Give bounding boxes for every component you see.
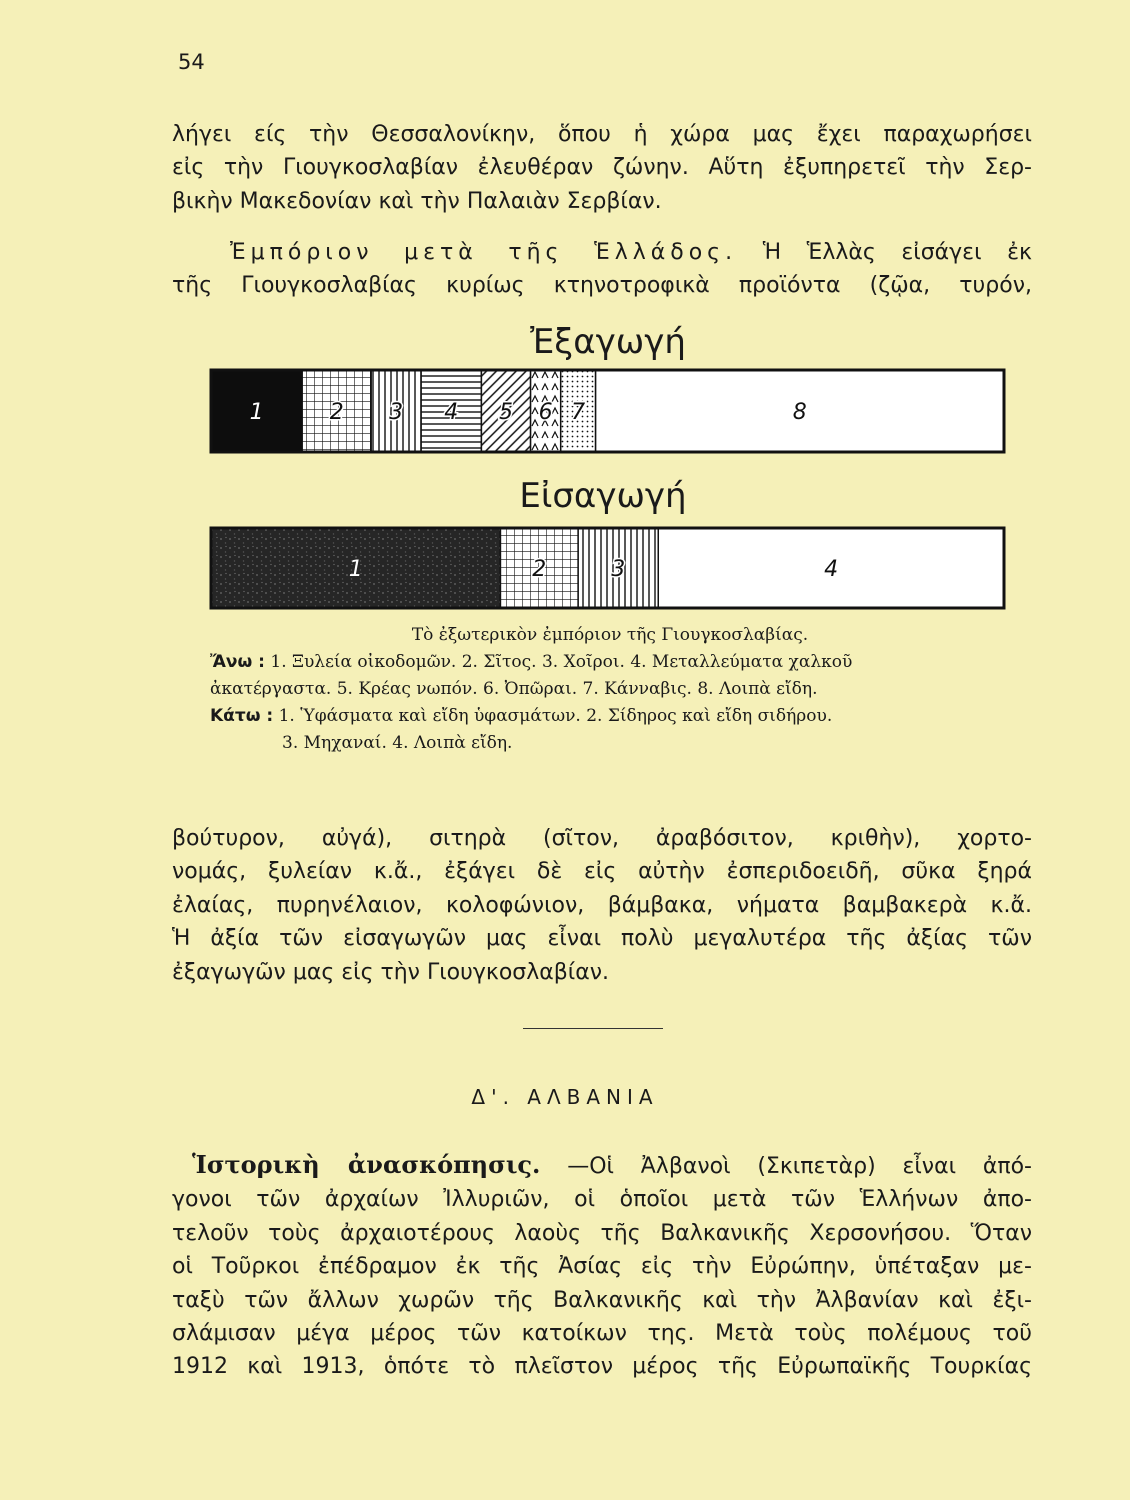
import-segment-label: 3 — [611, 557, 626, 582]
caption-lower-label: Κάτω : — [210, 706, 274, 726]
export-segment-label: 6 — [538, 400, 553, 425]
paragraph-line: τελοῦν τοὺς ἀρχαιοτέρους λαοὺς τῆς Βαλκανικῆς Χερσονήσου. Ὅταν — [172, 1220, 1032, 1246]
caption-upper-text: 1. Ξυλεία οἰκοδομῶν. 2. Σῖτος. 3. Χοῖροι. 4. Μεταλλεύματα χαλκοῦ — [270, 652, 853, 672]
caption-lower-text: 1. Ὑφάσματα καὶ εἴδη ὑφασμάτων. 2. Σίδηρος καὶ εἴδη σιδήρου. — [278, 706, 833, 726]
import-segment-label: 4 — [824, 557, 839, 582]
history-line1-rest: —Οἱ Ἀλβανοὶ (Σκιπετὰρ) εἶναι ἀπό- — [567, 1154, 1032, 1179]
top-paragraph — [172, 118, 1032, 218]
paragraph-line — [172, 236, 1032, 269]
page-number: 54 — [178, 50, 205, 74]
paragraph-line: νομάς, ξυλείαν κ.ἄ., ἐξάγει δὲ εἰς αὐτὴν ἐσπεριδοειδῆ, σῦκα ξηρά — [172, 859, 1032, 885]
paragraph-line: 1912 καὶ 1913, ὁπότε τὸ πλεῖστον μέρος τῆς Εὐρωπαϊκῆς Τουρκίας — [172, 1354, 1032, 1380]
import-chart-title: Εἰσαγωγή — [519, 476, 687, 516]
caption-upper-line — [200, 649, 1020, 676]
paragraph-line — [172, 1148, 1032, 1183]
export-segment-label: 8 — [792, 400, 807, 425]
paragraph-line: ἐξαγωγῶν μας εἰς τὴν Γιουγκοσλαβίαν. — [172, 959, 610, 985]
trade-paragraph — [172, 236, 1032, 303]
paragraph-line: βικὴν Μακεδονίαν καὶ τὴν Παλαιὰν Σερβίαν. — [172, 188, 662, 214]
paragraph-line: ταξὺ τῶν ἄλλων χωρῶν τῆς Βαλκανικῆς καὶ τὴν Ἀλβανίαν καὶ ἐξι- — [172, 1287, 1032, 1313]
caption-lower-line-2: 3. Μηχαναί. 4. Λοιπὰ εἴδη. — [282, 733, 513, 753]
trade-heading: Ἐμπόριον μετὰ τῆς Ἑλλάδος. — [230, 240, 738, 265]
paragraph-line: ἐλαίας, πυρηνέλαιον, κολοφώνιον, βάμβακα, νήματα βαμβακερὰ κ.ἄ. — [172, 892, 1032, 918]
import-segment-label: 2 — [532, 557, 547, 582]
middle-paragraph — [172, 822, 1032, 989]
paragraph-line: λήγει είς τὴν Θεσσαλονίκην, ὅπου ἡ χώρα μας ἔχει παραχωρήσει — [172, 122, 1032, 147]
paragraph-line: οἱ Τοῦρκοι ἐπέδραμον ἐκ τῆς Ἀσίας εἰς τὴν Εὐρώπην, ὑπέταξαν με- — [172, 1254, 1032, 1280]
import-segment-label: 1 — [348, 557, 363, 582]
figure-caption — [200, 622, 1020, 757]
export-segment-label: 7 — [571, 400, 586, 425]
export-segment-label: 4 — [444, 400, 459, 425]
export-segment-label: 2 — [329, 400, 344, 425]
export-segment-label: 5 — [498, 400, 513, 425]
section-title: Δ'. ΑΛΒΑΝΙΑ — [471, 1085, 659, 1109]
export-chart-title: Ἐξαγωγή — [530, 322, 686, 362]
import-bar-chart — [210, 527, 1005, 609]
paragraph-line: γονοι τῶν ἀρχαίων Ἰλλυριῶν, οἱ ὁποῖοι μετὰ τῶν Ἑλλήνων ἀπο- — [172, 1187, 1032, 1213]
history-heading: Ἱστορικὴ ἀνασκόπησις. — [192, 1150, 541, 1179]
caption-title: Τὸ ἐξωτερικὸν ἐμπόριον τῆς Γιουγκοσλαβίας. — [411, 625, 809, 645]
paragraph-line: τῆς Γιουγκοσλαβίας κυρίως κτηνοτροφικὰ προϊόντα (ζῷα, τυρόν, — [172, 273, 1032, 299]
export-bar-chart — [210, 369, 1005, 453]
paragraph-line: σλάμισαν μέγα μέρος τῶν κατοίκων της. Μετὰ τοὺς πολέμους τοῦ — [172, 1321, 1032, 1347]
history-paragraph — [172, 1148, 1032, 1384]
export-segment-label: 3 — [389, 400, 404, 425]
caption-upper-label: Ἄνω : — [210, 652, 265, 672]
paragraph-line: Ἡ ἀξία τῶν εἰσαγωγῶν μας εἶναι πολὺ μεγαλυτέρα τῆς ἀξίας τῶν — [172, 926, 1032, 952]
paragraph-line: εἰς τὴν Γιουγκοσλαβίαν ἐλευθέραν ζώνην. Αὕτη ἐξυπηρετεῖ τὴν Σερ- — [172, 155, 1032, 181]
caption-lower-line — [200, 703, 1020, 730]
section-divider — [523, 1028, 663, 1029]
export-segment-label: 1 — [249, 400, 264, 425]
paragraph-line: βούτυρον, αὐγά), σιτηρὰ (σῖτον, ἀραβόσιτον, κριθὴν), χορτο- — [172, 826, 1032, 851]
caption-upper-line-2: ἀκατέργαστα. 5. Κρέας νωπόν. 6. Ὀπῶραι. 7. Κάνναβις. 8. Λοιπὰ εἴδη. — [210, 679, 818, 699]
trade-line1-rest: Ἡ Ἑλλὰς εἰσάγει ἐκ — [762, 240, 1032, 265]
